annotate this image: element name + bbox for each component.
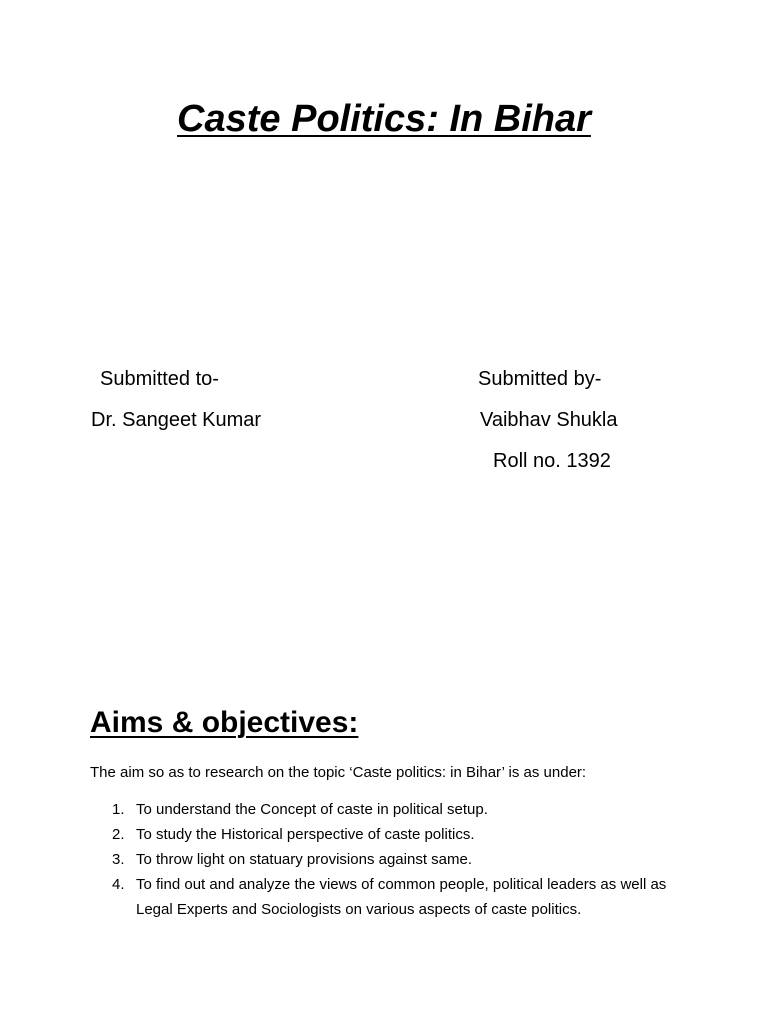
list-item xyxy=(90,847,690,872)
aims-heading: Aims & objectives: xyxy=(90,706,359,739)
list-number: 3. xyxy=(112,851,125,868)
author-name: Vaibhav Shukla xyxy=(480,409,618,431)
list-item-text: To throw light on statuary provisions against same. xyxy=(136,851,472,868)
objectives-list xyxy=(90,797,690,922)
submitted-to-label: Submitted to- xyxy=(100,368,219,390)
list-item-text: To study the Historical perspective of caste politics. xyxy=(136,826,475,843)
list-item-text: To find out and analyze the views of common people, political leaders as well as Legal Experts and Sociologists on various aspects of caste politics. xyxy=(136,876,667,918)
page-title: Caste Politics: In Bihar xyxy=(177,98,591,140)
list-item xyxy=(90,822,690,847)
list-number: 4. xyxy=(112,876,125,893)
list-number: 2. xyxy=(112,826,125,843)
list-item-text: To understand the Concept of caste in political setup. xyxy=(136,801,488,818)
aims-intro: The aim so as to research on the topic ‘Caste politics: in Bihar’ is as under: xyxy=(90,764,587,781)
list-item xyxy=(90,872,690,922)
list-number: 1. xyxy=(112,801,125,818)
submitted-by-label: Submitted by- xyxy=(478,368,602,390)
supervisor-name: Dr. Sangeet Kumar xyxy=(91,409,262,431)
roll-number: Roll no. 1392 xyxy=(493,450,611,472)
list-item xyxy=(90,797,690,822)
